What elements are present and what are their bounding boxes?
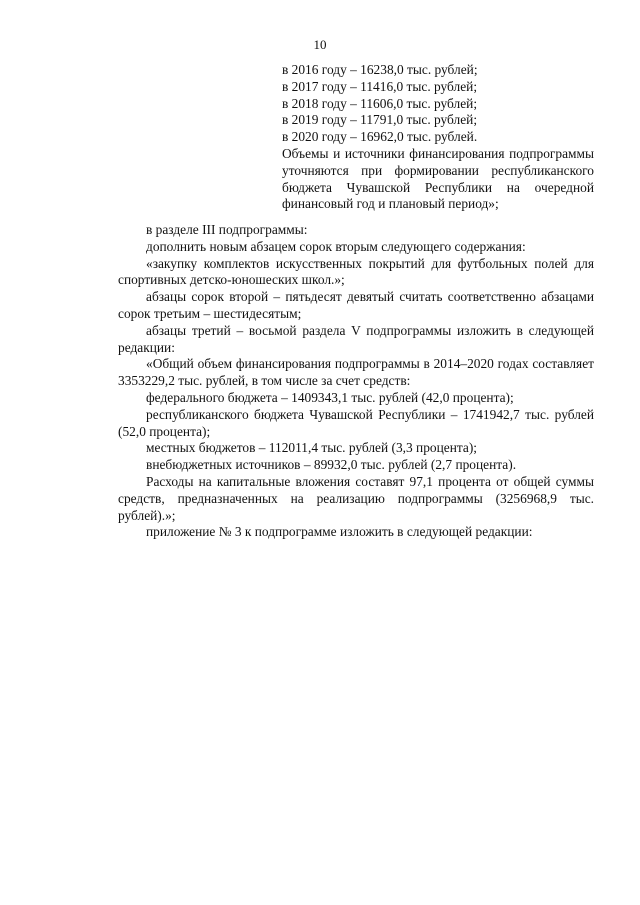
- paragraph-federal: федерального бюджета – 1409343,1 тыс. рублей (42,0 процента);: [146, 389, 514, 405]
- funding-year-2018: в 2018 году – 11606,0 тыс. рублей;: [282, 95, 478, 111]
- funding-year-2019: в 2019 году – 11791,0 тыс. рублей;: [282, 112, 478, 128]
- paragraph-quote-purchase: «закупку комплектов искусственных покрытий для футбольных полей для спортивных детско-юношеских школ.»;: [118, 255, 594, 288]
- paragraph-local: местных бюджетов – 112011,4 тыс. рублей (3,3 процента);: [146, 440, 478, 456]
- funding-year-2020: в 2020 году – 16962,0 тыс. рублей.: [282, 129, 478, 145]
- paragraph-republic: республиканского бюджета Чувашской Республики – 1741942,7 тыс. рублей (52,0 процента);: [118, 406, 594, 439]
- paragraph-extrabudget: внебюджетных источников – 89932,0 тыс. рублей (2,7 процента).: [146, 457, 517, 473]
- paragraph-total-funding: «Общий объем финансирования подпрограммы в 2014–2020 годах составляет 3353229,2 тыс. рублей, в том числе за счет средств:: [118, 356, 594, 389]
- funding-year-2016: в 2016 году – 16238,0 тыс. рублей;: [282, 62, 478, 77]
- funding-note: Объемы и источники финансирования подпрограммы уточняются при формировании республиканского бюджета Чувашской Республики на очередной финансовый год и плановый период»;: [282, 145, 594, 212]
- funding-block: [282, 62, 594, 213]
- page-number: 10: [313, 37, 327, 52]
- paragraph-section-iii: в разделе III подпрограммы:: [146, 222, 308, 237]
- paragraph-capital: Расходы на капитальные вложения составят 97,1 процента от общей суммы средств, предназначенных на реализацию подпрограммы (3256968,9 тыс. рублей).»;: [118, 473, 594, 523]
- paragraph-section-v: абзацы третий – восьмой раздела V подпрограммы изложить в следующей редакции:: [118, 322, 594, 355]
- document-body: [118, 222, 594, 541]
- paragraph-appendix: приложение № 3 к подпрограмме изложить в следующей редакции:: [146, 524, 533, 540]
- paragraph-add-new: дополнить новым абзацем сорок вторым следующего содержания:: [146, 238, 526, 254]
- paragraph-renumber: абзацы сорок второй – пятьдесят девятый считать соответственно абзацами сорок третьим – шестидесятым;: [118, 289, 594, 321]
- funding-year-2017: в 2017 году – 11416,0 тыс. рублей;: [282, 78, 478, 94]
